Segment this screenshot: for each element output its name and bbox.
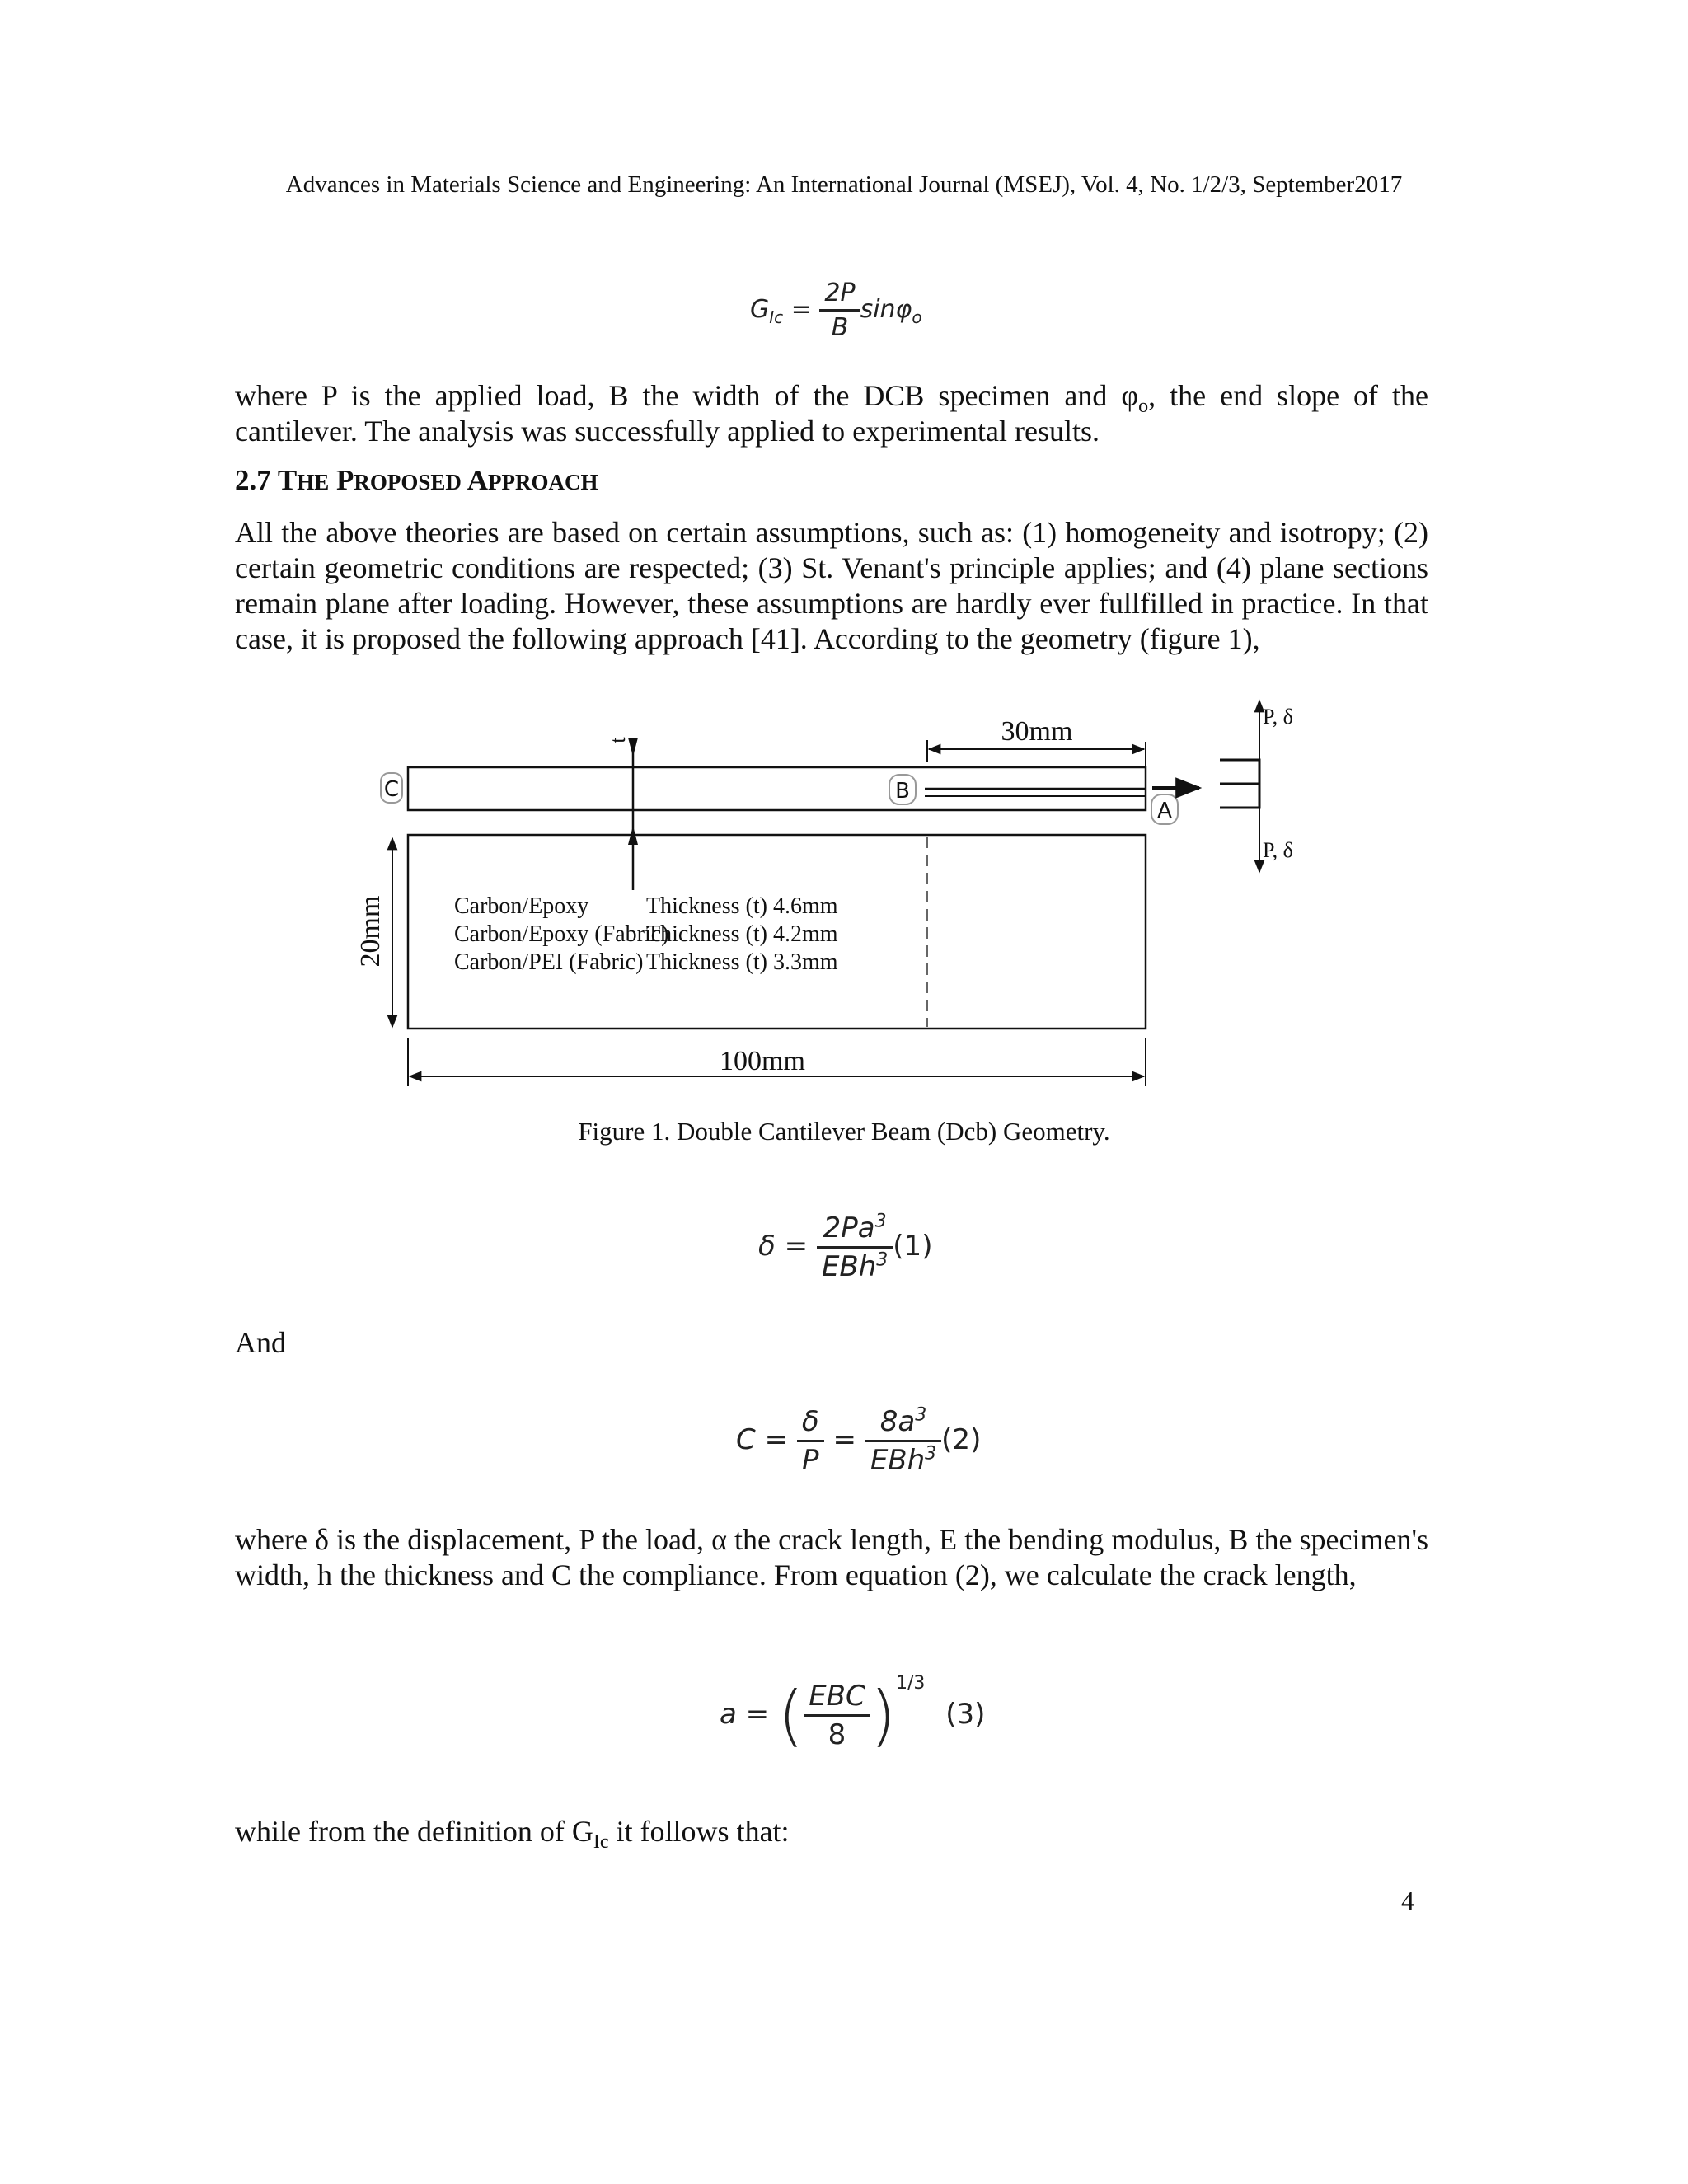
- equation-3: [720, 1673, 986, 1754]
- eq3-lhs: a: [720, 1698, 737, 1731]
- page-number: 4: [1401, 1886, 1414, 1915]
- paragraph-load-definition: [235, 378, 1428, 449]
- para4-text-a: while from the definition of G: [235, 1815, 593, 1848]
- eq1-equals: =: [784, 1230, 809, 1263]
- dim-100mm-label: 100mm: [720, 1046, 805, 1076]
- eq1-tag: (1): [893, 1230, 933, 1263]
- eq2-equals-2: =: [832, 1423, 856, 1456]
- eq3-equals: =: [745, 1698, 770, 1731]
- eq-gic-lhs-sub: Ic: [769, 307, 784, 327]
- material-thickness-2: Thickness (t) 4.2mm: [646, 921, 838, 947]
- eq2-den-1: P: [802, 1444, 819, 1477]
- eq2-num-1: δ: [797, 1405, 824, 1442]
- eq3-tag: (3): [945, 1698, 986, 1731]
- eq2-fraction-2: [865, 1405, 941, 1477]
- para1-sub: o: [1138, 396, 1149, 418]
- eq2-num-2-text: 8a: [879, 1405, 916, 1438]
- section-heading: [235, 464, 598, 497]
- label-a: A: [1157, 799, 1172, 823]
- eq-gic-sin-sub: o: [912, 307, 922, 327]
- eq2-den-2-text: EBh: [870, 1444, 926, 1477]
- eq2-fraction-1: [797, 1405, 824, 1477]
- eq3-exponent: 1/3: [895, 1673, 926, 1694]
- eq-gic-equals: =: [790, 295, 812, 324]
- eq3-numerator: EBC: [804, 1680, 870, 1717]
- material-thickness-3: Thickness (t) 3.3mm: [646, 949, 838, 975]
- thickness-t-label: t: [606, 737, 630, 743]
- eq2-num-2-sup: 3: [915, 1404, 927, 1426]
- dcb-geometry-figure: [0, 692, 1688, 1104]
- equation-1: [758, 1212, 932, 1283]
- eq2-den-2: [865, 1442, 941, 1477]
- eq2-lhs: C: [736, 1423, 756, 1456]
- paragraph-assumptions: All the above theories are based on certain assumptions, such as: (1) homogeneity and isotropy; (2) certain geometric conditions are respected; (3) St. Venant's principle applies; and (4) plane sections remain plane after loading. However, these assumptions are hardly ever fullfilled in practice. In that case, it is proposed the following approach [41]. According to the geometry (figure 1),: [235, 516, 1428, 655]
- eq3-denominator: 8: [828, 1718, 846, 1751]
- eq-gic-numerator: 2P: [819, 279, 860, 312]
- heading-w3-cap: A: [467, 464, 489, 496]
- eq1-den-sup: 3: [876, 1249, 889, 1271]
- and-text: And: [235, 1326, 286, 1359]
- eq2-num-2: [865, 1405, 941, 1442]
- heading-w1-rest: HE: [297, 470, 330, 494]
- eq2-equals-1: =: [764, 1423, 789, 1456]
- eq1-num-sup: 3: [874, 1211, 887, 1232]
- eq3-fraction: [804, 1680, 870, 1751]
- para4-text-b: it follows that:: [608, 1815, 790, 1848]
- eq1-den-text: EBh: [821, 1250, 877, 1283]
- para4-sub: Ic: [593, 1831, 609, 1854]
- eq1-num-text: 2Pa: [823, 1212, 875, 1244]
- material-name-3: Carbon/PEI (Fabric): [454, 949, 644, 975]
- heading-w1-cap: T: [277, 464, 298, 496]
- material-name-2: Carbon/Epoxy (Fabric): [454, 921, 669, 947]
- eq3-paren-close: ): [870, 1677, 896, 1754]
- heading-w2-rest: ROPOSED: [354, 470, 462, 494]
- load-label-bottom: P, δ: [1263, 838, 1293, 862]
- eq-gic-sin: sinφ: [860, 295, 912, 324]
- loading-fixture: [1220, 760, 1259, 808]
- equation-gic: [750, 279, 922, 342]
- para1-text-b: , the end slope of the cantilever. The analysis was successfully applied to experimental results.: [235, 379, 1428, 448]
- heading-number: 2.7: [235, 464, 271, 496]
- eq1-denominator: [817, 1249, 893, 1283]
- eq2-den-2-sup: 3: [925, 1443, 937, 1465]
- para1-text-a: where P is the applied load, B the width of the DCB specimen and φ: [235, 379, 1139, 412]
- figure-caption: Figure 1. Double Cantilever Beam (Dcb) Geometry.: [578, 1117, 1110, 1146]
- eq-gic-lhs: G: [750, 295, 770, 324]
- material-name-1: Carbon/Epoxy: [454, 893, 589, 919]
- running-header: Advances in Materials Science and Engineering: An International Journal (MSEJ), Vol. 4, No. 1/2/3, September2017: [285, 171, 1403, 198]
- eq3-paren-open: (: [777, 1677, 804, 1754]
- paragraph-variables: where δ is the displacement, P the load, α the crack length, E the bending modulus, B the specimen's width, h the thickness and C the compliance. From equation (2), we calculate the crack length,: [235, 1523, 1428, 1591]
- dim-20mm-label: 20mm: [355, 895, 386, 968]
- material-thickness-1: Thickness (t) 4.6mm: [646, 893, 838, 919]
- equation-2: [736, 1405, 981, 1477]
- eq-gic-fraction: [819, 279, 860, 342]
- heading-w3-rest: PPROACH: [488, 470, 598, 494]
- heading-w2-cap: P: [336, 464, 354, 496]
- dim-30mm-label: 30mm: [1001, 716, 1073, 747]
- eq1-lhs: δ: [758, 1230, 776, 1263]
- eq1-numerator: [817, 1212, 893, 1249]
- eq2-tag: (2): [941, 1423, 982, 1456]
- load-label-top: P, δ: [1263, 705, 1293, 729]
- label-b: B: [895, 779, 910, 804]
- eq-gic-denominator: B: [831, 313, 849, 342]
- paragraph-gic-definition: [235, 1814, 1428, 1854]
- label-c: C: [383, 777, 400, 802]
- eq1-fraction: [817, 1212, 893, 1283]
